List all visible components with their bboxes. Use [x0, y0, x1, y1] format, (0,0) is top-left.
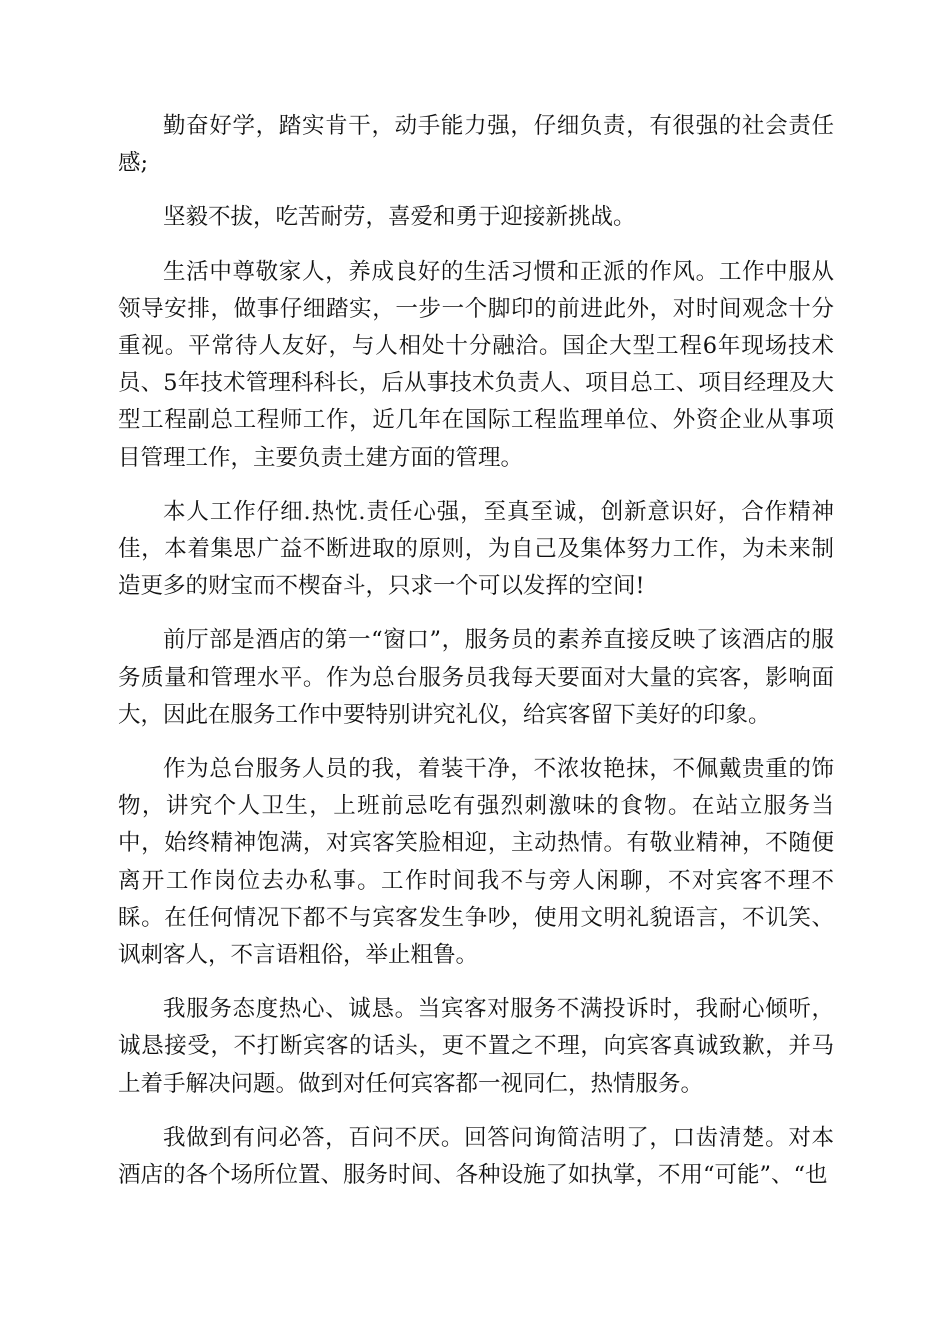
paragraph-4: 本人工作仔细.热忱.责任心强，至真至诚，创新意识好，合作精神佳，本着集思广益不断进取的原则，为自己及集体努力工作，为未来制造更多的财宝而不楔奋斗，只求一个可以发挥的空间! [118, 498, 834, 600]
paragraph-5: 前厅部是酒店的第一“窗口”，服务员的素养直接反映了该酒店的服务质量和管理水平。作为总台服务员我每天要面对大量的宾客，影响面大，因此在服务工作中要特别讲究礼仪，给宾客留下美好的印象。 [118, 627, 834, 728]
paragraph-3: 生活中尊敬家人，养成良好的生活习惯和正派的作风。工作中服从领导安排，做事仔细踏实，一步一个脚印的前进此外，对时间观念十分重视。平常待人友好，与人相处十分融洽。国企大型工程6年现场技术员、5年技术管理科科长，后从事技术负责人、项目总工、项目经理及大型工程副总工程师工作，近几年在国际工程监理单位、外资企业从事项目管理工作，主要负责土建方面的管理。 [118, 258, 834, 471]
paragraph-6: 作为总台服务人员的我，着装干净，不浓妆艳抹，不佩戴贵重的饰物，讲究个人卫生，上班前忌吃有强烈刺激味的食物。在站立服务当中，始终精神饱满，对宾客笑脸相迎，主动热情。有敬业精神，不随便离开工作岗位去办私事。工作时间我不与旁人闲聊，不对宾客不理不睬。在任何情况下都不与宾客发生争吵，使用文明礼貌语言，不讥笑、讽刺客人，不言语粗俗，举止粗鲁。 [118, 756, 834, 969]
paragraph-7: 我服务态度热心、诚恳。当宾客对服务不满投诉时，我耐心倾听，诚恳接受，不打断宾客的话头，更不置之不理，向宾客真诚致歉，并马上着手解决问题。做到对任何宾客都一视同仁，热情服务。 [118, 996, 834, 1097]
paragraph-8: 我做到有问必答，百问不厌。回答问询简洁明了，口齿清楚。对本酒店的各个场所位置、服务时间、各种设施了如执掌，不用“可能”、“也 [118, 1124, 834, 1189]
document-page [118, 108, 834, 1211]
paragraph-1: 勤奋好学，踏实肯干，动手能力强，仔细负责，有很强的社会责任感; [118, 113, 834, 177]
paragraph-2: 坚毅不拔，吃苦耐劳，喜爱和勇于迎接新挑战。 [163, 204, 636, 231]
